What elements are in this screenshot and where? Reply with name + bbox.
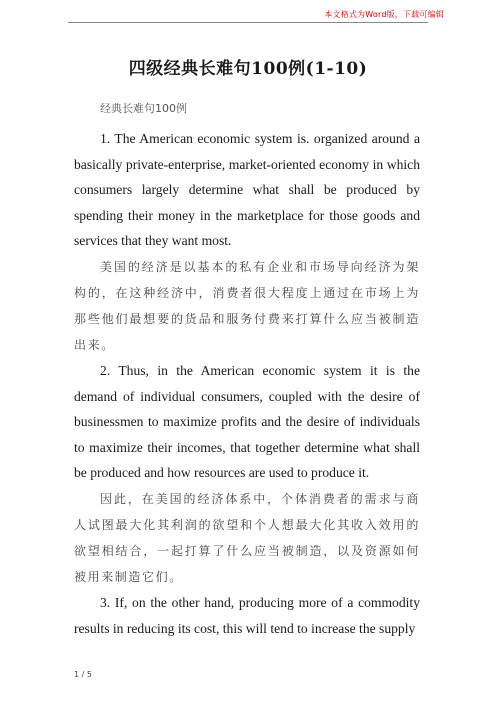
paragraph-1-chinese: 美国的经济是以基本的私有企业和市场导向经济为架构的，在这种经济中，消费者很大程度上通过在市场上为那些他们最想要的货品和服务付费来打算什么应当被制造出来。 (74, 259, 420, 352)
paragraph-2-english: 2. Thus, in the American economic system it is the demand of individual consumers, coupled with the desire of businessmen to maximize profits and the desire of individuals to maximize their incomes, that together determine what shall be produced and how resources are used to produce it. (74, 362, 420, 481)
header-divider (68, 22, 428, 23)
paragraph-1-english: 1. The American economic system is. organized around a basically private-enterprise, market-oriented economy in which consumers largely determine what shall be produced by spending their money in the marketplace for those goods and services that they want most. (74, 131, 420, 249)
document-title: 四级经典长难句100例(1-10) (128, 59, 368, 79)
document-body (74, 96, 420, 641)
document-subtitle: 经典长难句100例 (100, 102, 187, 115)
header-note: 本文格式为Word版，下载可编辑 (324, 10, 444, 19)
paragraph-3-english: 3. If, on the other hand, producing more of a commodity results in reducing its cost, this will tend to increase the supply (74, 594, 420, 636)
paragraph-2-chinese: 因此，在美国的经济体系中，个体消费者的需求与商人试图最大化其利润的欲望和个人想最大化其收入效用的欲望相结合，一起打算了什么应当被制造，以及资源如何被用来制造它们。 (74, 491, 420, 584)
page-number: 1 / 5 (74, 670, 92, 679)
